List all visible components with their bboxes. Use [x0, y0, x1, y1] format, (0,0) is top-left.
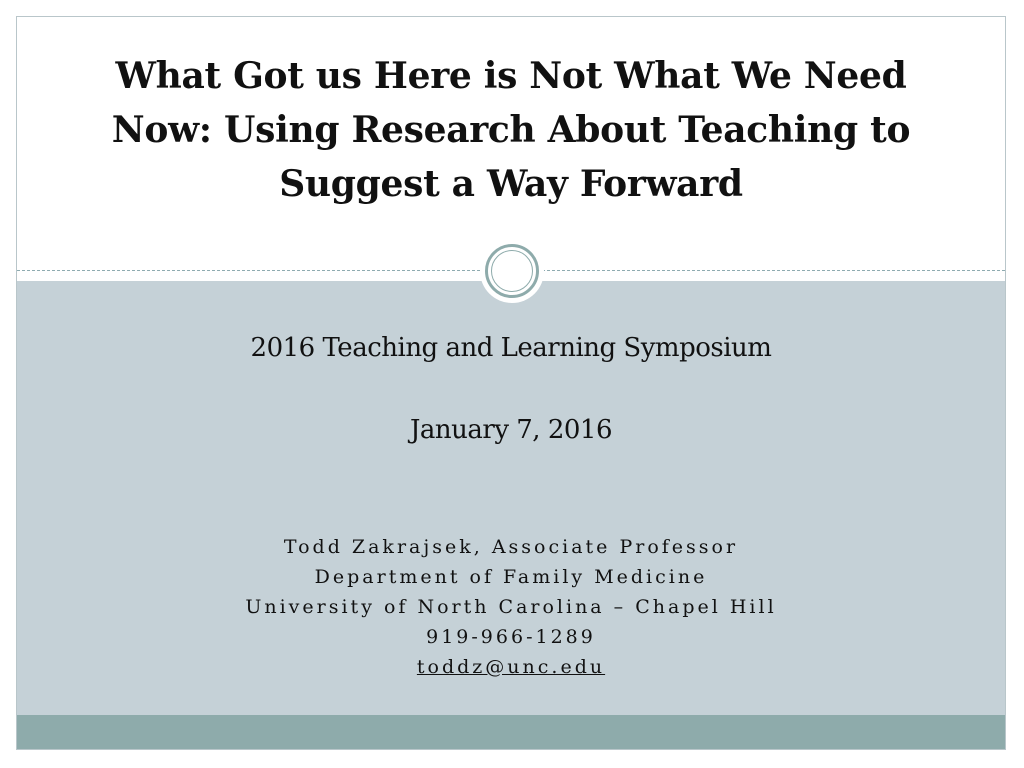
presenter-info — [17, 532, 1005, 682]
presenter-institution: University of North Carolina – Chapel Hill — [245, 596, 777, 618]
inner-ring-ornament-icon — [491, 250, 533, 292]
footer-band — [17, 715, 1005, 749]
presenter-phone: 919-966-1289 — [426, 626, 596, 648]
title-area — [17, 17, 1005, 271]
presenter-email-link[interactable]: toddz@unc.edu — [416, 656, 606, 678]
presenter-name: Todd Zakrajsek, Associate Professor — [283, 536, 739, 558]
event-date: January 7, 2016 — [409, 415, 613, 445]
title-line-1: What Got us Here is Not What We Need — [115, 55, 907, 97]
event-name: 2016 Teaching and Learning Symposium — [250, 333, 772, 363]
slide-title — [37, 49, 985, 211]
title-line-3: Suggest a Way Forward — [279, 163, 743, 205]
presenter-department: Department of Family Medicine — [314, 566, 708, 588]
title-line-2: Now: Using Research About Teaching to — [111, 109, 911, 151]
